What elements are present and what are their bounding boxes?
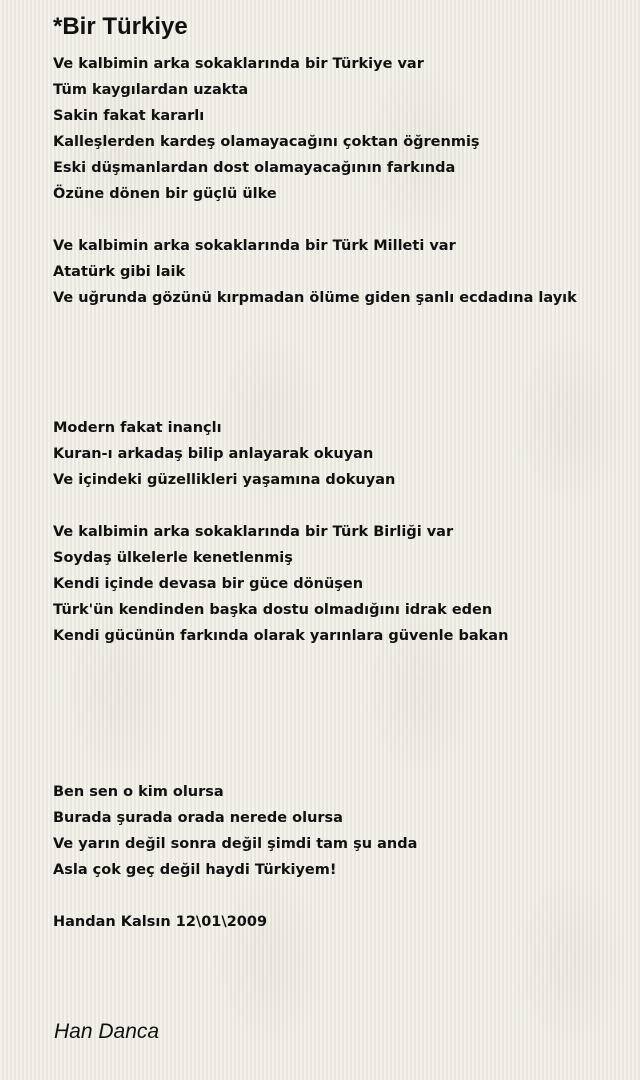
stanza-break bbox=[53, 883, 623, 909]
stanza-break bbox=[53, 311, 623, 337]
poem-line: Ben sen o kim olursa bbox=[53, 784, 224, 800]
stanza-break bbox=[53, 493, 623, 519]
poem-body bbox=[53, 51, 623, 935]
poem-line: Eski düşmanlardan dost olamayacağının farkında bbox=[53, 160, 456, 176]
poem-author: Han Danca bbox=[54, 1020, 160, 1043]
poem-line: Ve kalbimin arka sokaklarında bir Türkiye var bbox=[53, 56, 424, 72]
poem-line: Tüm kaygılardan uzakta bbox=[53, 82, 249, 98]
poem-line: Özüne dönen bir güçlü ülke bbox=[53, 186, 277, 202]
stanza-break bbox=[53, 337, 623, 363]
poem-line: Ve içindeki güzellikleri yaşamına dokuyan bbox=[53, 472, 396, 488]
poem-line: Atatürk gibi laik bbox=[53, 264, 186, 280]
stanza-break bbox=[53, 207, 623, 233]
poem-line: Burada şurada orada nerede olursa bbox=[53, 810, 343, 826]
stanza-break bbox=[53, 701, 623, 727]
poem-line: Handan Kalsın 12\01\2009 bbox=[53, 914, 268, 930]
poem-line: Kalleşlerden kardeş olamayacağını çoktan öğrenmiş bbox=[53, 134, 480, 150]
poem-line: Ve yarın değil sonra değil şimdi tam şu anda bbox=[53, 836, 418, 852]
poem-line: Sakin fakat kararlı bbox=[53, 108, 205, 124]
poem-line: Ve kalbimin arka sokaklarında bir Türk Birliği var bbox=[53, 524, 454, 540]
poem-line: Türk'ün kendinden başka dostu olmadığını idrak eden bbox=[53, 602, 493, 618]
poem-line: Kuran-ı arkadaş bilip anlayarak okuyan bbox=[53, 446, 374, 462]
poem-line: Soydaş ülkelerle kenetlenmiş bbox=[53, 550, 293, 566]
poem-line: Asla çok geç değil haydi Türkiyem! bbox=[53, 862, 337, 878]
stanza-break bbox=[53, 727, 623, 753]
poem-line: Ve uğrunda gözünü kırpmadan ölüme giden şanlı ecdadına layık bbox=[53, 290, 577, 306]
poem-title: *Bir Türkiye bbox=[53, 13, 188, 40]
poem-line: Kendi gücünün farkında olarak yarınlara güvenle bakan bbox=[53, 628, 509, 644]
stanza-break bbox=[53, 675, 623, 701]
poem-line: Kendi içinde devasa bir güce dönüşen bbox=[53, 576, 364, 592]
stanza-break bbox=[53, 389, 623, 415]
poem-line: Modern fakat inançlı bbox=[53, 420, 222, 436]
poem-line: Ve kalbimin arka sokaklarında bir Türk Milleti var bbox=[53, 238, 456, 254]
stanza-break bbox=[53, 363, 623, 389]
stanza-break bbox=[53, 649, 623, 675]
stanza-break bbox=[53, 753, 623, 779]
